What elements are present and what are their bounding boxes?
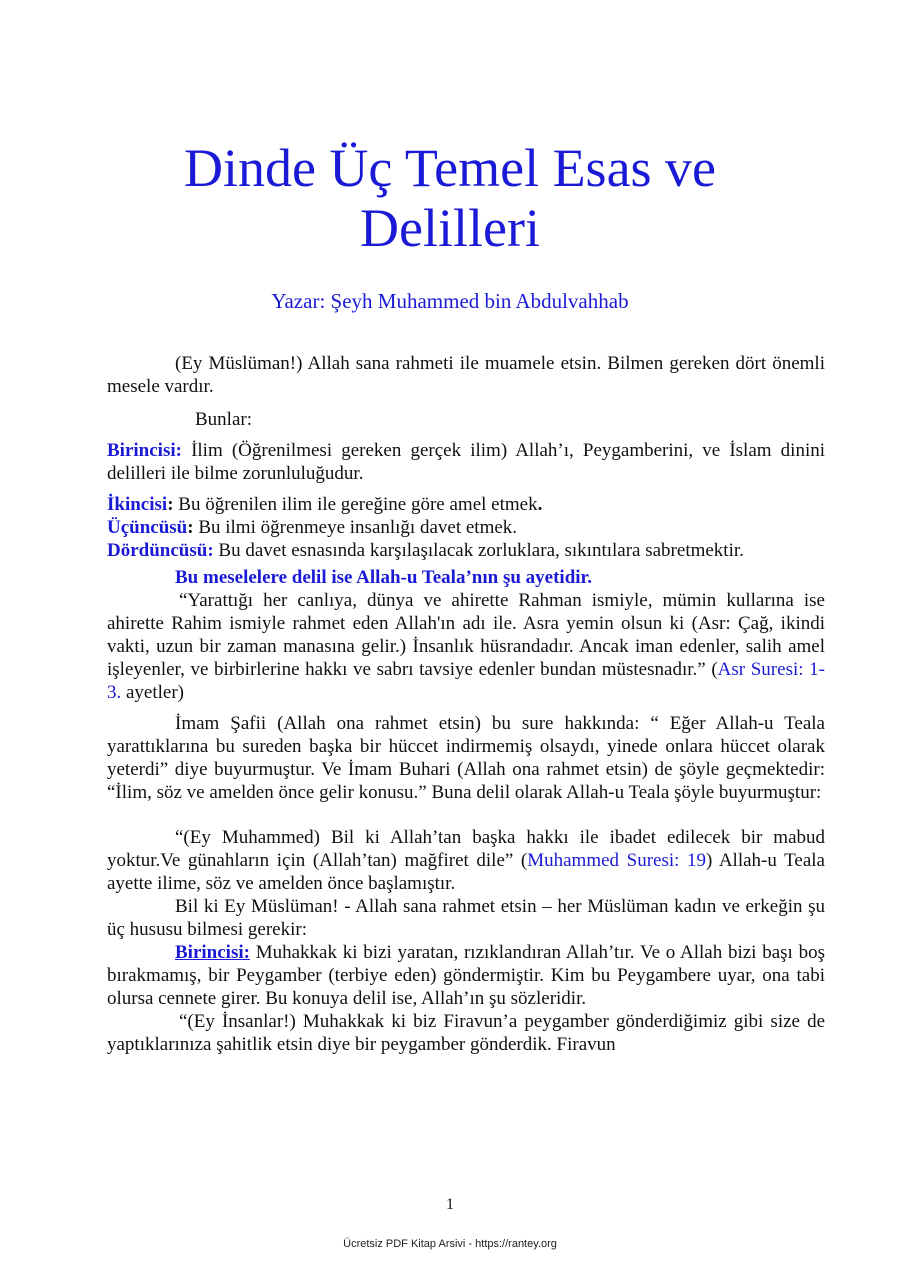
quote-muhammed — [107, 826, 825, 895]
item-colon: : — [187, 517, 194, 538]
quote-reference: Muhammed Suresi: 19 — [527, 850, 706, 871]
bunlar-label: Bunlar: — [195, 409, 252, 430]
item-text: Bu öğrenilen ilim ile gereğine göre amel etmek — [173, 494, 538, 515]
birincisi-label: Birincisi: — [175, 942, 250, 963]
birincisi-paragraph — [107, 941, 825, 1010]
quote-after: ) Allah-u Teala ayette ilime, söz ve amelden önce başlamıştır. — [107, 850, 825, 894]
birincisi-text: Muhakkak ki bizi yaratan, rızıklandıran Allah’tır. Ve o Allah bizi başı boş bırakmamış, bir Peygamber (terbiye eden) göndermiştir. Kim bu Peygambere uyar, ona tabi olursa cennete girer. Bu konuya delil ise, Allah’ın şu sözleridir. — [107, 942, 825, 1009]
title-line-1: Dinde Üç Temel Esas ve — [183, 138, 717, 198]
item-colon: : — [167, 494, 174, 515]
title-line-2: Delilleri — [360, 198, 540, 258]
bil-paragraph: Bil ki Ey Müslüman! - Allah sana rahmet etsin – her Müslüman kadın ve erkeğin şu üç hususu bilmesi gerekir: — [107, 896, 825, 940]
ayet-heading: Bu meselelere delil ise Allah-u Teala’nın şu ayetidir. — [175, 567, 592, 588]
item-end: . — [537, 494, 543, 515]
insanlar-paragraph: “(Ey İnsanlar!) Muhakkak ki biz Firavun’a peygamber gönderdiğimiz gibi size de yaptıklarınıza şahitlik etsin diye bir peygamber gönderdik. Firavun — [107, 1011, 825, 1055]
imam-paragraph: İmam Şafii (Allah ona rahmet etsin) bu sure hakkında: “ Eğer Allah-u Teala yarattıklarına bu sureden başka bir hüccet indirmemiş olsaydı, yinede onlara hüccet olarak yeterdi” diye buyurmuştur. Ve İmam Buhari (Allah ona rahmet etsin) de şöyle geçmektedir: “İlim, söz ve amelden önce gelir konusu.” Buna delil olarak Allah-u Teala şöyle buyurmuştur: — [107, 713, 825, 803]
item-label: Dördüncüsü: — [107, 540, 214, 561]
footer-text: Ücretsiz PDF Kitap Arsivi - https://rantey.org — [343, 1238, 557, 1250]
document-title — [0, 138, 900, 258]
quote-after: ayetler) — [121, 682, 185, 703]
item-text: Bu ilmi öğrenmeye insanlığı davet etmek. — [193, 517, 518, 538]
quote-text: “Yarattığı her canlıya, dünya ve ahirette Rahman ismiyle, mümin kullarına ise ahirette Rahim ismiyle rahmet eden Allah'ın adı ile. Asra yemin olsun ki (Asr: Çağ, ikindi vakti, uzun bir zaman manasına gelir.) İnsanlık hüsrandadır. Ancak iman edenler, salih amel işleyenler, ve birbirlerine hakkı ve sabrı tavsiye edenler bundan müstesnadır.” ( — [107, 590, 825, 680]
item-label: Üçüncüsü — [107, 517, 188, 538]
list-item-ucuncusu — [107, 516, 825, 539]
author-line: Yazar: Şeyh Muhammed bin Abdulvahhab — [271, 289, 629, 313]
item-label: İkincisi — [107, 494, 168, 515]
page-number: 1 — [446, 1196, 454, 1213]
list-item-dorduncusu — [107, 539, 825, 562]
list-item-ikincisi — [107, 493, 825, 516]
item-label: Birincisi: — [107, 440, 182, 461]
intro-paragraph: (Ey Müslüman!) Allah sana rahmeti ile muamele etsin. Bilmen gereken dört önemli mesele vardır. — [107, 353, 825, 397]
document-body — [107, 352, 825, 1056]
quote-asr — [107, 589, 825, 704]
item-text: Bu davet esnasında karşılaşılacak zorluklara, sıkıntılara sabretmektir. — [213, 540, 744, 561]
quote-text: “(Ey Muhammed) Bil ki Allah’tan başka hakkı ile ibadet edilecek bir mabud yoktur.Ve günahların için (Allah’tan) mağfiret dile” ( — [107, 827, 825, 871]
list-item-birincisi — [107, 439, 825, 485]
item-text: İlim (Öğrenilmesi gereken gerçek ilim) Allah’ı, Peygamberini, ve İslam dinini delilleri ile bilme zorunluluğudur. — [107, 440, 825, 484]
quote-reference: Asr Suresi: 1-3. — [107, 659, 825, 703]
